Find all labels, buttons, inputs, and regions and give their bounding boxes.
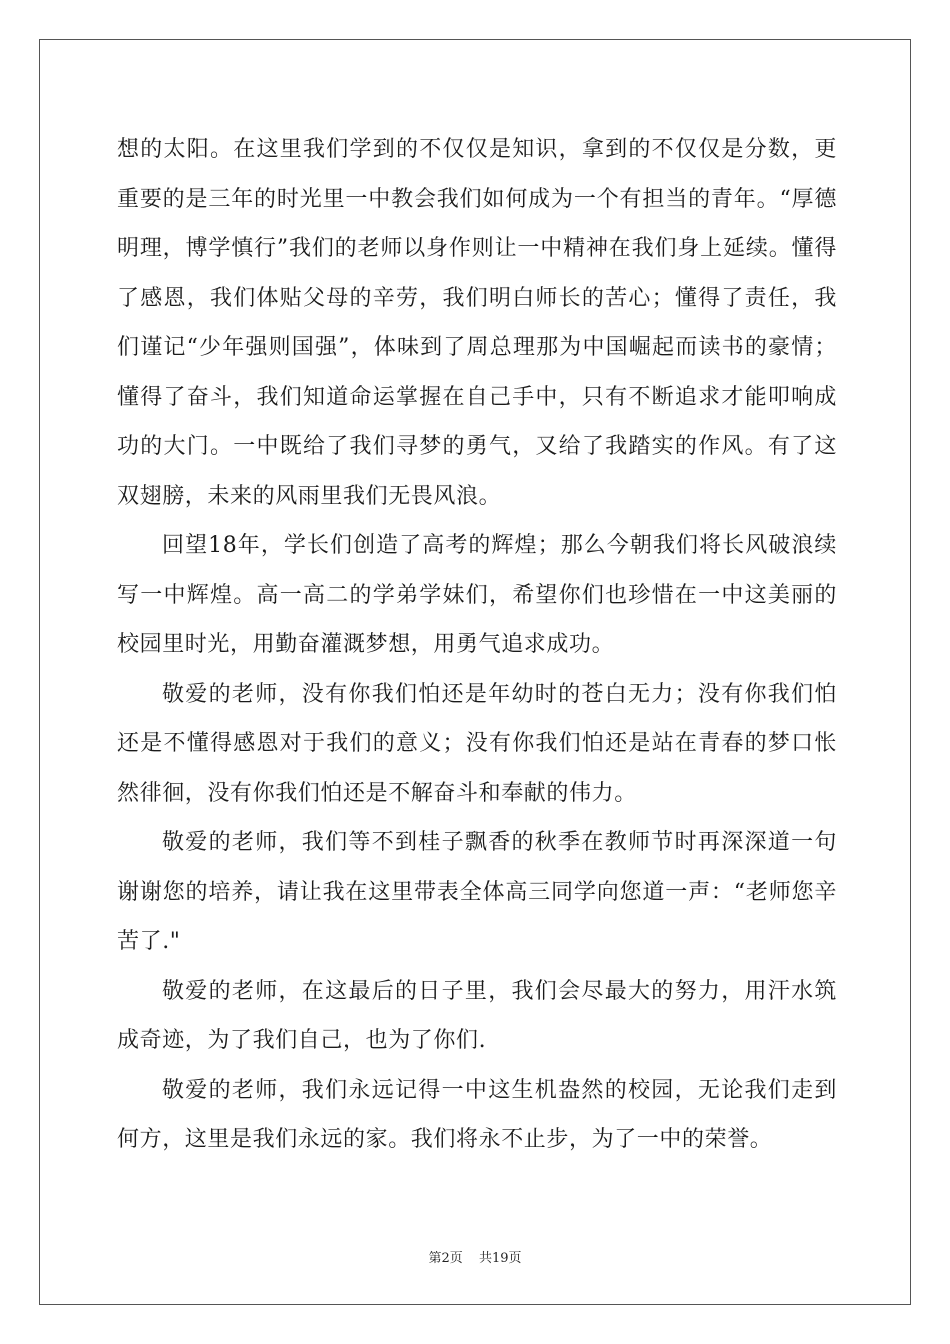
page-number: 第2页 xyxy=(428,1251,463,1266)
paragraph-1: 想的太阳。在这里我们学到的不仅仅是知识，拿到的不仅仅是分数，更重要的是三年的时光里一中教会我们如何成为一个有担当的青年。“厚德明理，博学慎行”我们的老师以身作则让一中精神在我们身上延续。懂得了感恩，我们体贴父母的辛劳，我们明白师长的苦心；懂得了责任，我们谨记“少年强则国强”，体味到了周总理那为中国崛起而读书的豪情；懂得了奋斗，我们知道命运掌握在自己手中，只有不断追求才能叩响成功的大门。一中既给了我们寻梦的勇气，又给了我踏实的作风。有了这双翅膀，未来的风雨里我们无畏风浪。 xyxy=(117,137,837,509)
paragraph-3: 敬爱的老师，没有你我们怕还是年幼时的苍白无力；没有你我们怕还是不懂得感恩对于我们的意义；没有你我们怕还是站在青春的梦口怅然徘徊，没有你我们怕还是不解奋斗和奉献的伟力。 xyxy=(117,681,837,806)
paragraph-6: 敬爱的老师，我们永远记得一中这生机盎然的校园，无论我们走到何方，这里是我们永远的家。我们将永不止步，为了一中的荣誉。 xyxy=(117,1077,837,1152)
paragraph-5: 敬爱的老师，在这最后的日子里，我们会尽最大的努力，用汗水筑成奇迹，为了我们自己，也为了你们. xyxy=(117,978,837,1053)
paragraph-2: 回望18年，学长们创造了高考的辉煌；那么今朝我们将长风破浪续写一中辉煌。高一高二的学弟学妹们，希望你们也珍惜在一中这美丽的校园里时光，用勤奋灌溉梦想，用勇气追求成功。 xyxy=(117,533,837,657)
page-footer xyxy=(0,1247,950,1266)
document-body xyxy=(117,125,837,1165)
paragraph-4: 敬爱的老师，我们等不到桂子飘香的秋季在教师节时再深深道一句谢谢您的培养，请让我在这里带表全体高三同学向您道一声：“老师您辛苦了." xyxy=(117,830,837,954)
total-pages: 共19页 xyxy=(478,1251,522,1266)
